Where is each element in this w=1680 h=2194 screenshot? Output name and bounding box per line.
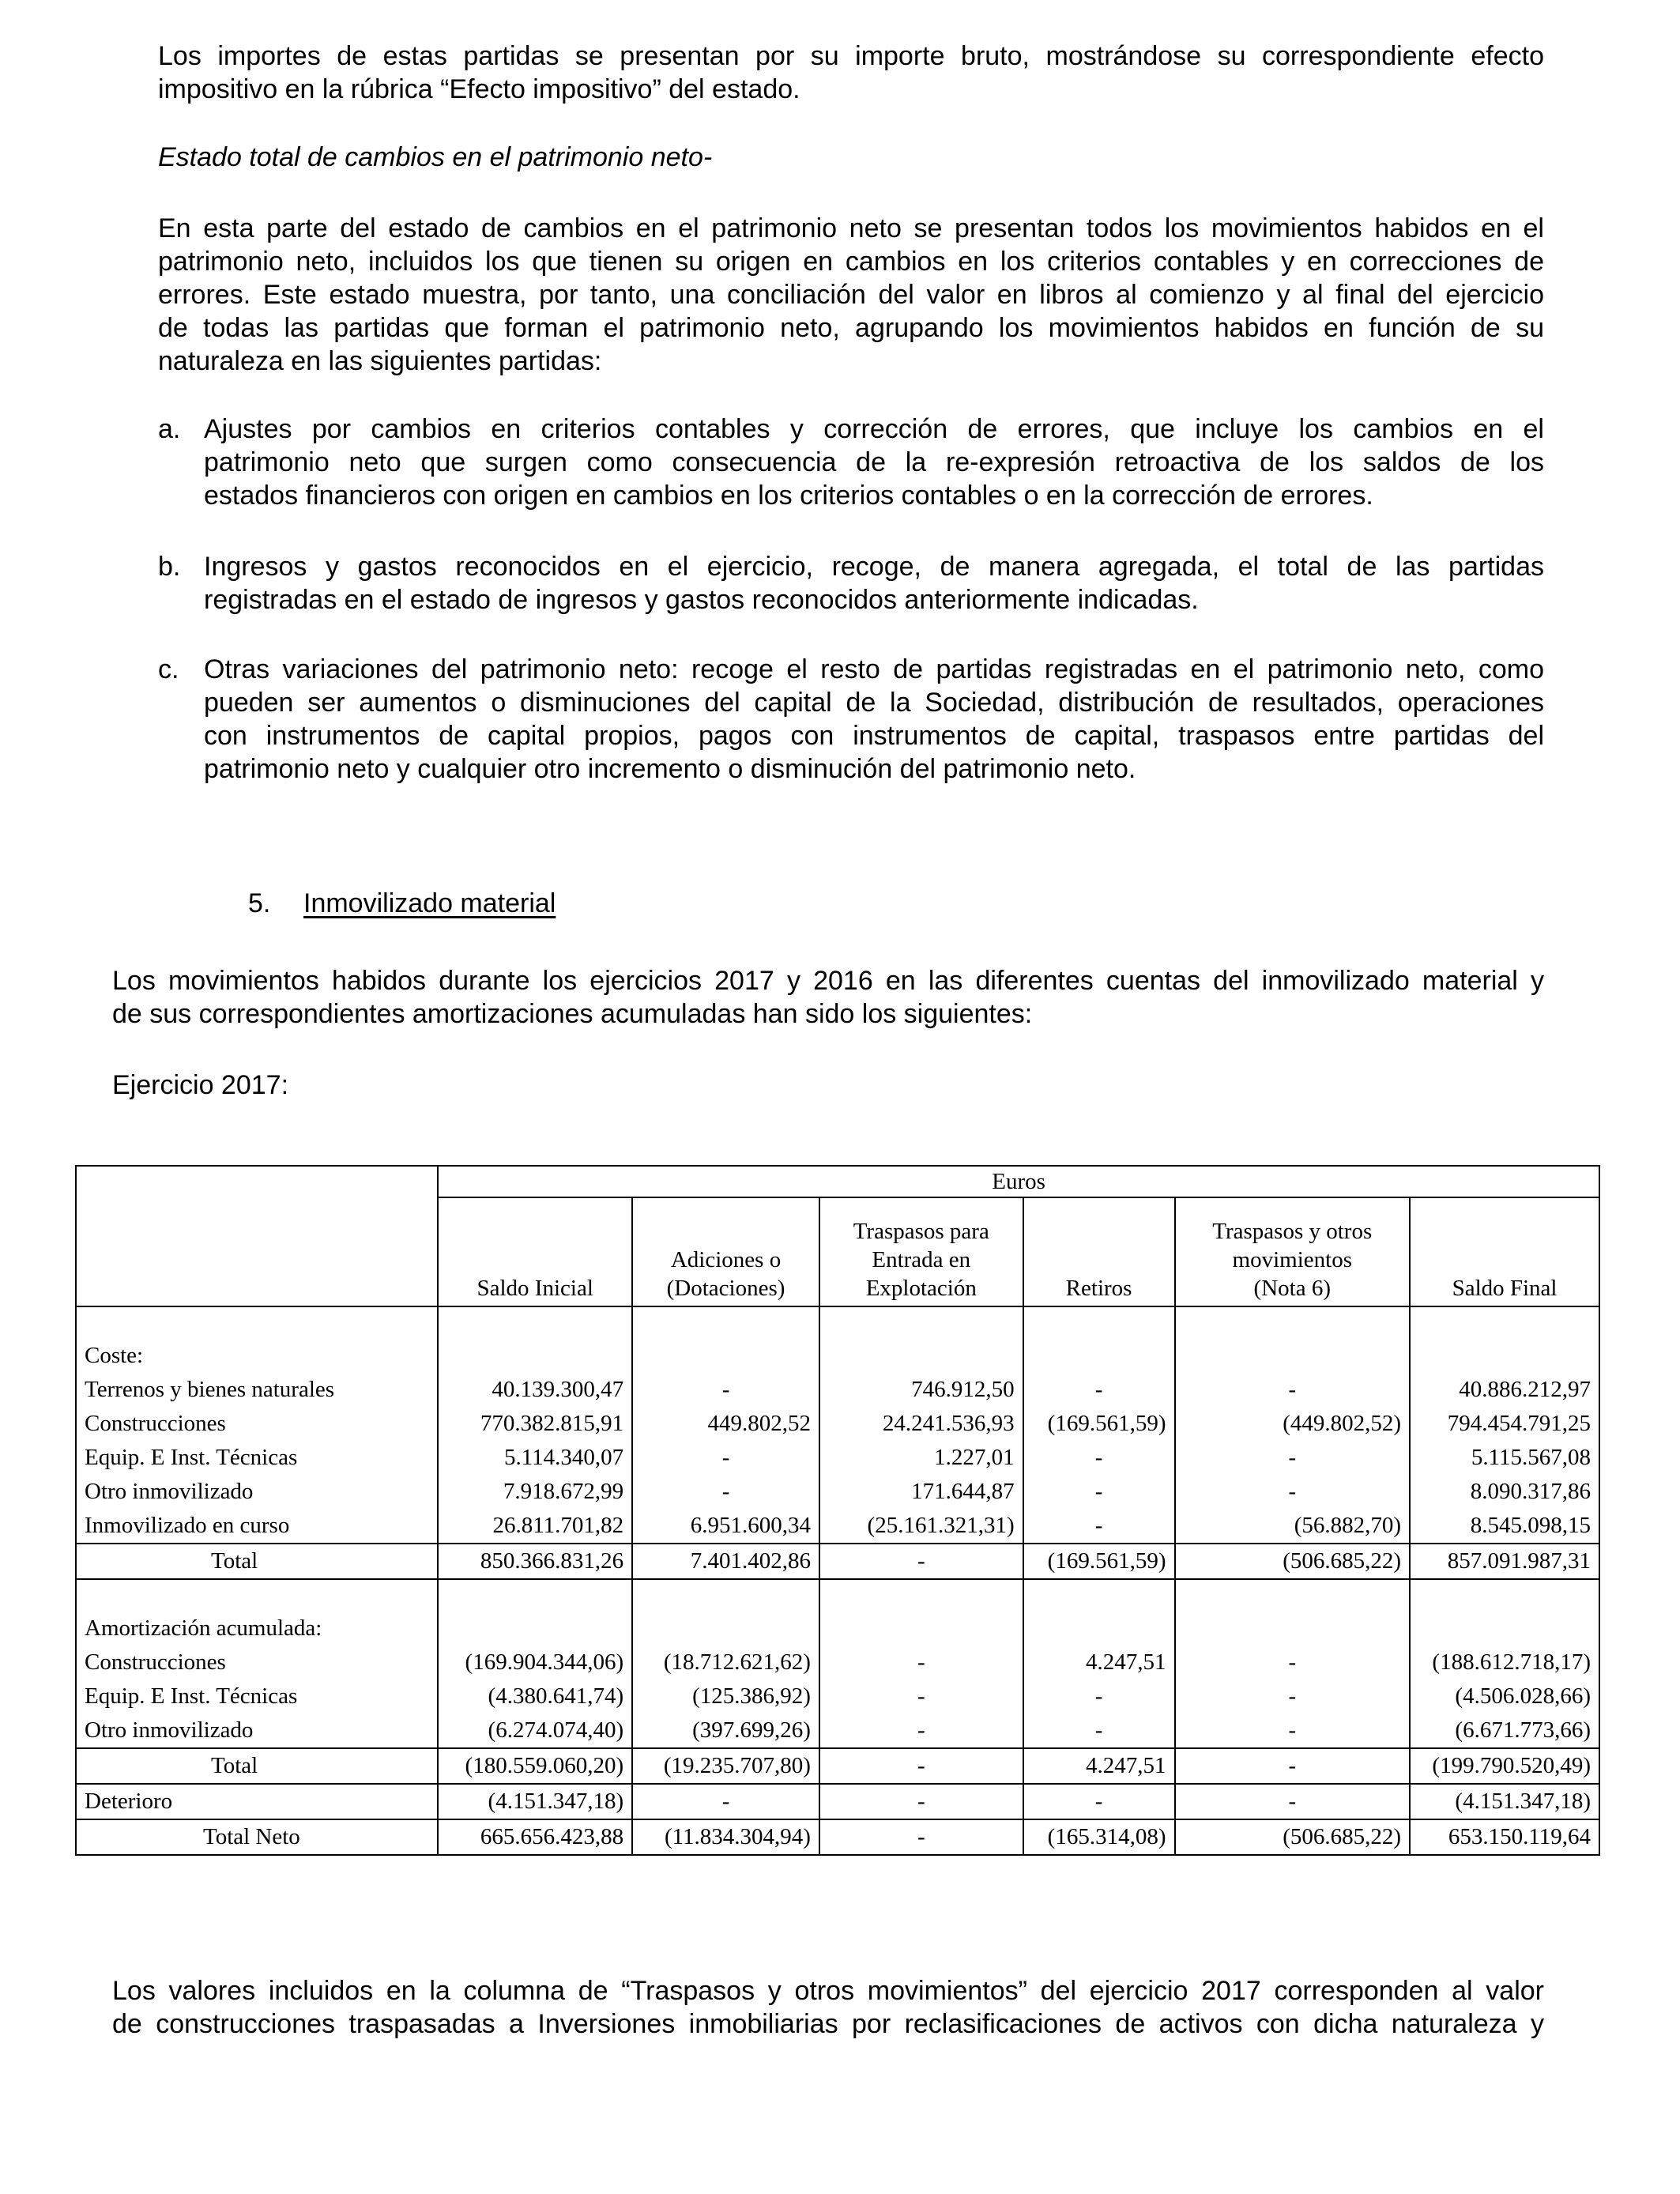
cell: - <box>632 1373 819 1407</box>
cell: - <box>819 1544 1023 1579</box>
cell: (506.685,22) <box>1175 1819 1411 1855</box>
cell: 40.886.212,97 <box>1410 1373 1599 1407</box>
cell: (25.161.321,31) <box>819 1509 1023 1544</box>
paragraph-efecto-impositivo <box>158 40 1544 106</box>
cell: (506.685,22) <box>1175 1544 1411 1579</box>
text-line: de construcciones traspasadas a Inversiones inmobiliarias por reclasificaciones de activos con dicha naturaleza y <box>112 2009 1544 2039</box>
col-header-traspasos-explotacion: Traspasos para Entrada en Explotación <box>819 1197 1023 1306</box>
text-line: Los importes de estas partidas se presentan por su importe bruto, mostrándose su correspondiente efecto <box>158 41 1544 71</box>
cell: (165.314,08) <box>1023 1819 1175 1855</box>
text-line: Ingresos y gastos reconocidos en el ejercicio, recoge, de manera agregada, el total de las partidas <box>204 552 1544 582</box>
currency-header: Euros <box>438 1166 1599 1197</box>
section-title: Inmovilizado material <box>303 888 556 918</box>
cell: - <box>1175 1679 1411 1713</box>
text-line: estados financieros con origen en cambios en los criterios contables o en la corrección de errores. <box>204 481 1373 511</box>
cell: (4.151.347,18) <box>1410 1784 1599 1819</box>
cell: 24.241.536,93 <box>819 1407 1023 1441</box>
table-row-amort-label <box>76 1612 1599 1646</box>
cell: 5.114.340,07 <box>438 1441 632 1475</box>
cell: 857.091.987,31 <box>1410 1544 1599 1579</box>
cell: - <box>819 1748 1023 1784</box>
list-item-c <box>158 653 1544 789</box>
text-line: impositivo en la rúbrica “Efecto impositivo” del estado. <box>158 74 800 104</box>
text-line: Los movimientos habidos durante los ejercicios 2017 y 2016 en las diferentes cuentas del inmovilizado material y <box>112 966 1544 996</box>
cell: (6.274.074,40) <box>438 1713 632 1748</box>
row-label: Construcciones <box>76 1407 438 1441</box>
text-line: naturaleza en las siguientes partidas: <box>158 346 602 376</box>
paragraph-estado-total <box>158 212 1544 378</box>
cell: (6.671.773,66) <box>1410 1713 1599 1748</box>
table-row-total-neto <box>76 1819 1599 1855</box>
text-line: En esta parte del estado de cambios en el patrimonio neto se presentan todos los movimientos habidos en el <box>158 213 1544 243</box>
cell: 770.382.815,91 <box>438 1407 632 1441</box>
cell: - <box>632 1475 819 1509</box>
cell: 171.644,87 <box>819 1475 1023 1509</box>
cell: - <box>1023 1679 1175 1713</box>
row-label: Inmovilizado en curso <box>76 1509 438 1544</box>
cell: (4.151.347,18) <box>438 1784 632 1819</box>
row-label: Deterioro <box>76 1784 438 1819</box>
cell: (56.882,70) <box>1175 1509 1411 1544</box>
spacer-row <box>76 1579 1599 1612</box>
cell: - <box>1023 1784 1175 1819</box>
table-row <box>76 1509 1599 1544</box>
cell: 26.811.701,82 <box>438 1509 632 1544</box>
cell: (4.506.028,66) <box>1410 1679 1599 1713</box>
cell: - <box>1175 1646 1411 1679</box>
cell: (180.559.060,20) <box>438 1748 632 1784</box>
cell: (188.612.718,17) <box>1410 1646 1599 1679</box>
cell: (169.561,59) <box>1023 1544 1175 1579</box>
spacer-row <box>76 1306 1599 1339</box>
cell: - <box>1175 1373 1411 1407</box>
paragraph-intro <box>112 964 1544 1031</box>
col-header-saldo-inicial: Saldo Inicial <box>438 1197 632 1306</box>
row-label: Otro inmovilizado <box>76 1713 438 1748</box>
cell: 794.454.791,25 <box>1410 1407 1599 1441</box>
paragraph-closing <box>112 1974 1544 2041</box>
text-line: pueden ser aumentos o disminuciones del capital de la Sociedad, distribución de resultados, operaciones <box>204 688 1544 718</box>
cell: 7.918.672,99 <box>438 1475 632 1509</box>
cell: (449.802,52) <box>1175 1407 1411 1441</box>
table-row <box>76 1679 1599 1713</box>
table-header-row <box>76 1166 1599 1197</box>
cell: 4.247,51 <box>1023 1748 1175 1784</box>
row-label: Total <box>76 1544 438 1579</box>
table-row-total-amort <box>76 1748 1599 1784</box>
cell: 850.366.831,26 <box>438 1544 632 1579</box>
list-item-a <box>158 413 1544 515</box>
section-number: 5. <box>248 888 271 918</box>
text-line: de todas las partidas que forman el patrimonio neto, agrupando los movimientos habidos en función de su <box>158 313 1544 343</box>
table-row-total-coste <box>76 1544 1599 1579</box>
table-row <box>76 1646 1599 1679</box>
col-header-saldo-final: Saldo Final <box>1410 1197 1599 1306</box>
list-marker: a. <box>158 414 181 444</box>
cell: 5.115.567,08 <box>1410 1441 1599 1475</box>
cell: 6.951.600,34 <box>632 1509 819 1544</box>
row-label: Terrenos y bienes naturales <box>76 1373 438 1407</box>
exercise-label: Ejercicio 2017: <box>112 1070 289 1100</box>
cell: - <box>1175 1475 1411 1509</box>
cell: 1.227,01 <box>819 1441 1023 1475</box>
cell: - <box>819 1646 1023 1679</box>
cell: - <box>819 1784 1023 1819</box>
cell: (397.699,26) <box>632 1713 819 1748</box>
text-line: de sus correspondientes amortizaciones acumuladas han sido los siguientes: <box>112 999 1033 1029</box>
table-row <box>76 1441 1599 1475</box>
row-label: Equip. E Inst. Técnicas <box>76 1679 438 1713</box>
cell: - <box>1175 1441 1411 1475</box>
cell: - <box>1023 1441 1175 1475</box>
list-marker: c. <box>158 654 179 684</box>
cell: 449.802,52 <box>632 1407 819 1441</box>
cell: - <box>819 1713 1023 1748</box>
cell: (19.235.707,80) <box>632 1748 819 1784</box>
cell: (169.904.344,06) <box>438 1646 632 1679</box>
cell: - <box>1175 1748 1411 1784</box>
cell: (11.834.304,94) <box>632 1819 819 1855</box>
cell: - <box>632 1784 819 1819</box>
list-marker: b. <box>158 552 181 582</box>
inmovilizado-table <box>75 1165 1600 1856</box>
table-row <box>76 1713 1599 1748</box>
cell: - <box>632 1441 819 1475</box>
cell: 40.139.300,47 <box>438 1373 632 1407</box>
cell: 8.090.317,86 <box>1410 1475 1599 1509</box>
cell: - <box>1023 1373 1175 1407</box>
cell: (125.386,92) <box>632 1679 819 1713</box>
cell: - <box>1175 1784 1411 1819</box>
text-line: patrimonio neto que surgen como consecuencia de la re-expresión retroactiva de los saldos de los <box>204 447 1544 477</box>
table-row <box>76 1475 1599 1509</box>
text-line: Los valores incluidos en la columna de “Traspasos y otros movimientos” del ejercicio 2017 corresponden al valor <box>112 1976 1544 2006</box>
row-label: Total <box>76 1748 438 1784</box>
text-line: Otras variaciones del patrimonio neto: recoge el resto de partidas registradas en el patrimonio neto, como <box>204 654 1544 684</box>
cell: - <box>1023 1509 1175 1544</box>
table-row-coste-label <box>76 1339 1599 1373</box>
row-label: Construcciones <box>76 1646 438 1679</box>
cell: 653.150.119,64 <box>1410 1819 1599 1855</box>
row-label: Coste: <box>76 1339 438 1373</box>
cell: 746.912,50 <box>819 1373 1023 1407</box>
cell: 8.545.098,15 <box>1410 1509 1599 1544</box>
row-label: Total Neto <box>76 1819 438 1855</box>
subheading-estado-total: Estado total de cambios en el patrimonio neto- <box>158 142 713 172</box>
cell: 4.247,51 <box>1023 1646 1175 1679</box>
text-line: con instrumentos de capital propios, pagos con instrumentos de capital, traspasos entre partidas del <box>204 721 1544 751</box>
cell: 7.401.402,86 <box>632 1544 819 1579</box>
header-empty-cell <box>76 1166 438 1306</box>
row-label: Otro inmovilizado <box>76 1475 438 1509</box>
row-label: Amortización acumulada: <box>76 1612 438 1646</box>
cell: 665.656.423,88 <box>438 1819 632 1855</box>
text-line: patrimonio neto, incluidos los que tienen su origen en cambios en los criterios contables y en correcciones de <box>158 247 1544 277</box>
col-header-adiciones: Adiciones o (Dotaciones) <box>632 1197 819 1306</box>
table-row-deterioro <box>76 1784 1599 1819</box>
cell: (18.712.621,62) <box>632 1646 819 1679</box>
cell: (199.790.520,49) <box>1410 1748 1599 1784</box>
text-line: Ajustes por cambios en criterios contables y corrección de errores, que incluye los cambios en el <box>204 414 1544 444</box>
col-header-traspasos-otros: Traspasos y otros movimientos (Nota 6) <box>1175 1197 1411 1306</box>
text-line: registradas en el estado de ingresos y gastos reconocidos anteriormente indicadas. <box>204 585 1199 615</box>
cell: (169.561,59) <box>1023 1407 1175 1441</box>
col-header-retiros: Retiros <box>1023 1197 1175 1306</box>
cell: - <box>1023 1713 1175 1748</box>
cell: - <box>1175 1713 1411 1748</box>
table-row <box>76 1373 1599 1407</box>
section-heading <box>248 887 556 920</box>
text-line: errores. Este estado muestra, por tanto, una conciliación del valor en libros al comienzo y al final del ejercicio <box>158 280 1544 310</box>
row-label: Equip. E Inst. Técnicas <box>76 1441 438 1475</box>
text-line: patrimonio neto y cualquier otro incremento o disminución del patrimonio neto. <box>204 754 1136 784</box>
cell: - <box>819 1679 1023 1713</box>
cell: (4.380.641,74) <box>438 1679 632 1713</box>
list-item-b <box>158 550 1544 620</box>
cell: - <box>819 1819 1023 1855</box>
cell: - <box>1023 1475 1175 1509</box>
table-row <box>76 1407 1599 1441</box>
